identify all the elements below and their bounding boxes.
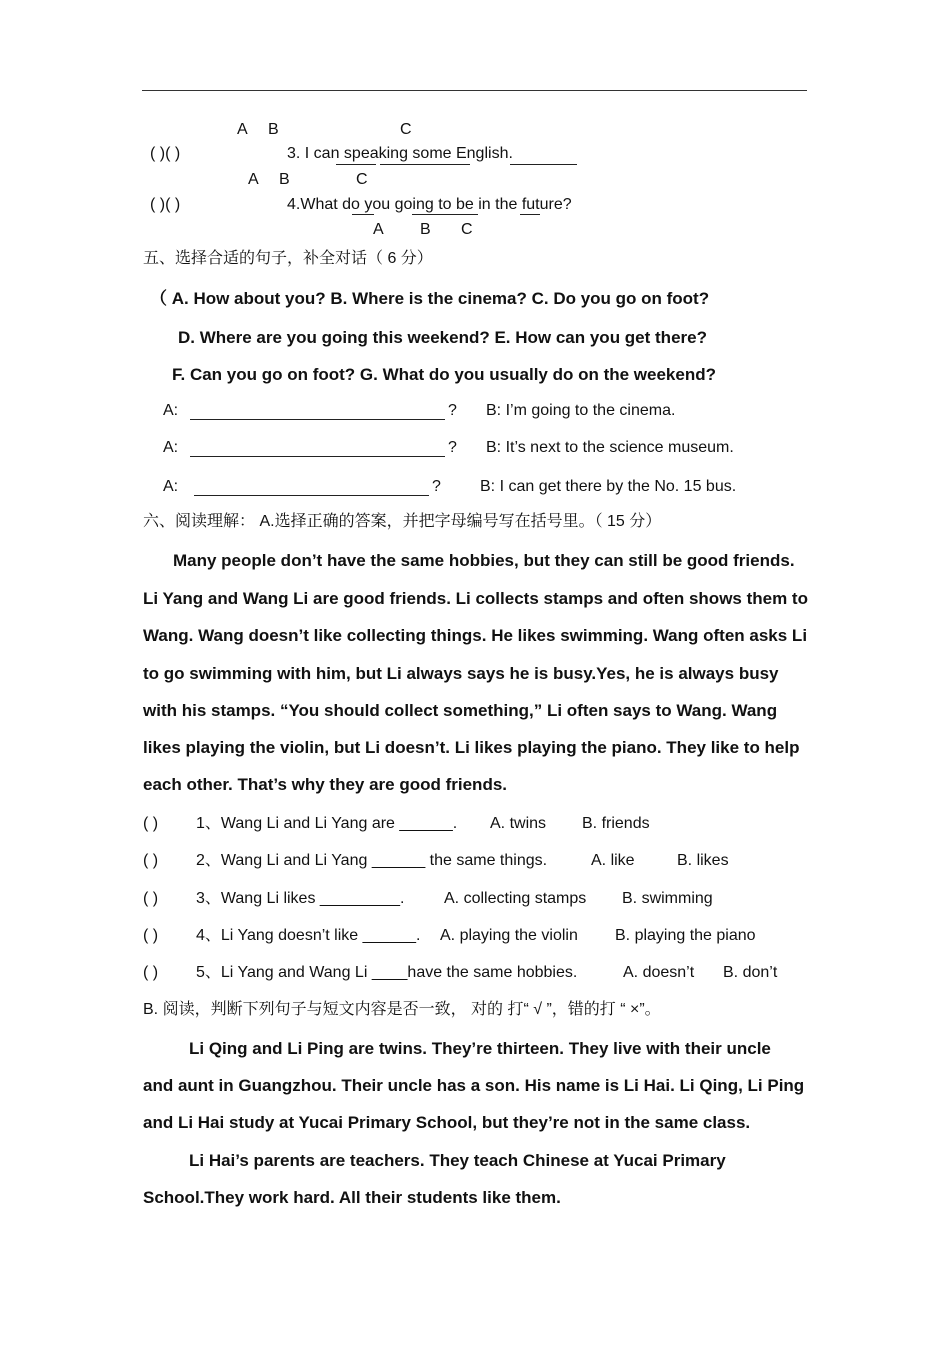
q4-marker-a: A <box>248 171 259 188</box>
passage-a-line-3: Wang. Wang doesn’t like collecting things. He likes swimming. Wang often asks Li <box>143 626 808 645</box>
q3-answer-parens[interactable]: ( )( ) <box>150 145 181 162</box>
passage-b-line-5: School.They work hard. All their students like them. <box>143 1188 561 1207</box>
q4-marker-b: B <box>279 171 290 188</box>
question-3-option-b: B. swimming <box>622 890 713 907</box>
q3-underline-c <box>510 164 577 165</box>
dialogue-2-reply: B: It’s next to the science museum. <box>486 439 734 456</box>
question-2-option-b: B. likes <box>677 852 729 869</box>
q3-underline-a <box>336 164 376 165</box>
question-1-stem: 1、Wang Li and Li Yang are ______. <box>196 815 458 832</box>
question-3-stem: 3、Wang Li likes _________. <box>196 890 405 907</box>
section5-options-line-3: F. Can you go on foot? G. What do you usually do on the weekend? <box>172 365 716 384</box>
question-1-option-b: B. friends <box>582 815 650 832</box>
question-5-stem: 5、Li Yang and Wang Li ____have the same hobbies. <box>196 964 578 981</box>
dialogue-3-reply: B: I can get there by the No. 15 bus. <box>480 478 737 495</box>
q4-answer-marker-a: A <box>373 221 384 238</box>
dialogue-3-blank[interactable] <box>194 495 429 496</box>
question-1-answer-parens[interactable]: ( ) <box>143 815 159 832</box>
dialogue-2-speaker-a: A: <box>163 439 179 456</box>
question-3-answer-parens[interactable]: ( ) <box>143 890 159 907</box>
q3-marker-c: C <box>400 121 412 138</box>
passage-a-line-2: Li Yang and Wang Li are good friends. Li collects stamps and often shows them to <box>143 589 808 608</box>
question-5-option-b: B. don’t <box>723 964 778 981</box>
q3-sentence: 3. I can speaking some English. <box>287 145 513 162</box>
q4-answer-marker-b: B <box>420 221 431 238</box>
q3-underline-b <box>380 164 470 165</box>
dialogue-3-speaker-a: A: <box>163 478 179 495</box>
passage-b-line-3: and Li Hai study at Yucai Primary School, but they’re not in the same class. <box>143 1113 751 1132</box>
section6-heading: 六、阅读理解： A.选择正确的答案，并把字母编号写在括号里。（ 15 分） <box>143 513 662 530</box>
passage-a-line-6: likes playing the violin, but Li doesn’t. Li likes playing the piano. They like to help <box>143 738 800 757</box>
question-1-option-a: A. twins <box>490 815 547 832</box>
passage-b-line-4: Li Hai’s parents are teachers. They teach Chinese at Yucai Primary <box>189 1151 726 1170</box>
question-4-option-b: B. playing the piano <box>615 927 756 944</box>
passage-b-line-2: and aunt in Guangzhou. Their uncle has a son. His name is Li Hai. Li Qing, Li Ping <box>143 1076 805 1095</box>
question-5-option-a: A. doesn’t <box>623 964 695 981</box>
passage-a-line-4: to go swimming with him, but Li always says he is busy.Yes, he is always busy <box>143 664 779 683</box>
top-rule <box>142 90 807 91</box>
passage-a-line-1: Many people don’t have the same hobbies, but they can still be good friends. <box>173 551 795 570</box>
passage-a-line-5: with his stamps. “You should collect something,” Li often says to Wang. Wang <box>143 701 778 720</box>
question-3-option-a: A. collecting stamps <box>444 890 587 907</box>
question-2-answer-parens[interactable]: ( ) <box>143 852 159 869</box>
section5-options-line-2: D. Where are you going this weekend? E. How can you get there? <box>178 328 707 347</box>
q4-sentence: 4.What do you going to be in the future? <box>287 196 572 213</box>
dialogue-3-question-mark: ? <box>432 478 441 495</box>
passage-b-line-1: Li Qing and Li Ping are twins. They’re thirteen. They live with their uncle <box>189 1039 771 1058</box>
q4-underline-c <box>520 214 540 215</box>
dialogue-2-question-mark: ? <box>448 439 457 456</box>
question-4-stem: 4、Li Yang doesn’t like ______. <box>196 927 421 944</box>
part-b-heading: B. 阅读，判断下列句子与短文内容是否一致， 对的 打“ √ ”，错的打 “ ×”。 <box>143 1001 661 1018</box>
question-2-stem: 2、Wang Li and Li Yang ______ the same things. <box>196 852 548 869</box>
section5-heading: 五、选择合适的句子，补全对话（ 6 分） <box>143 250 433 267</box>
q3-marker-a: A <box>237 121 248 138</box>
question-4-answer-parens[interactable]: ( ) <box>143 927 159 944</box>
dialogue-1-blank[interactable] <box>190 419 445 420</box>
question-5-answer-parens[interactable]: ( ) <box>143 964 159 981</box>
q4-underline-b <box>412 214 478 215</box>
section5-options-line-1: （ A. How about you? B. Where is the cinema? C. Do you go on foot? <box>150 289 710 308</box>
passage-a-line-7: each other. That’s why they are good friends. <box>143 775 508 794</box>
dialogue-1-question-mark: ? <box>448 402 457 419</box>
q3-marker-b: B <box>268 121 279 138</box>
dialogue-1-reply: B: I’m going to the cinema. <box>486 402 676 419</box>
q4-answer-parens[interactable]: ( )( ) <box>150 196 181 213</box>
dialogue-2-blank[interactable] <box>190 456 445 457</box>
q4-answer-marker-c: C <box>461 221 473 238</box>
q4-marker-c: C <box>356 171 368 188</box>
q4-underline-a <box>352 214 374 215</box>
question-4-option-a: A. playing the violin <box>440 927 578 944</box>
dialogue-1-speaker-a: A: <box>163 402 179 419</box>
question-2-option-a: A. like <box>591 852 635 869</box>
